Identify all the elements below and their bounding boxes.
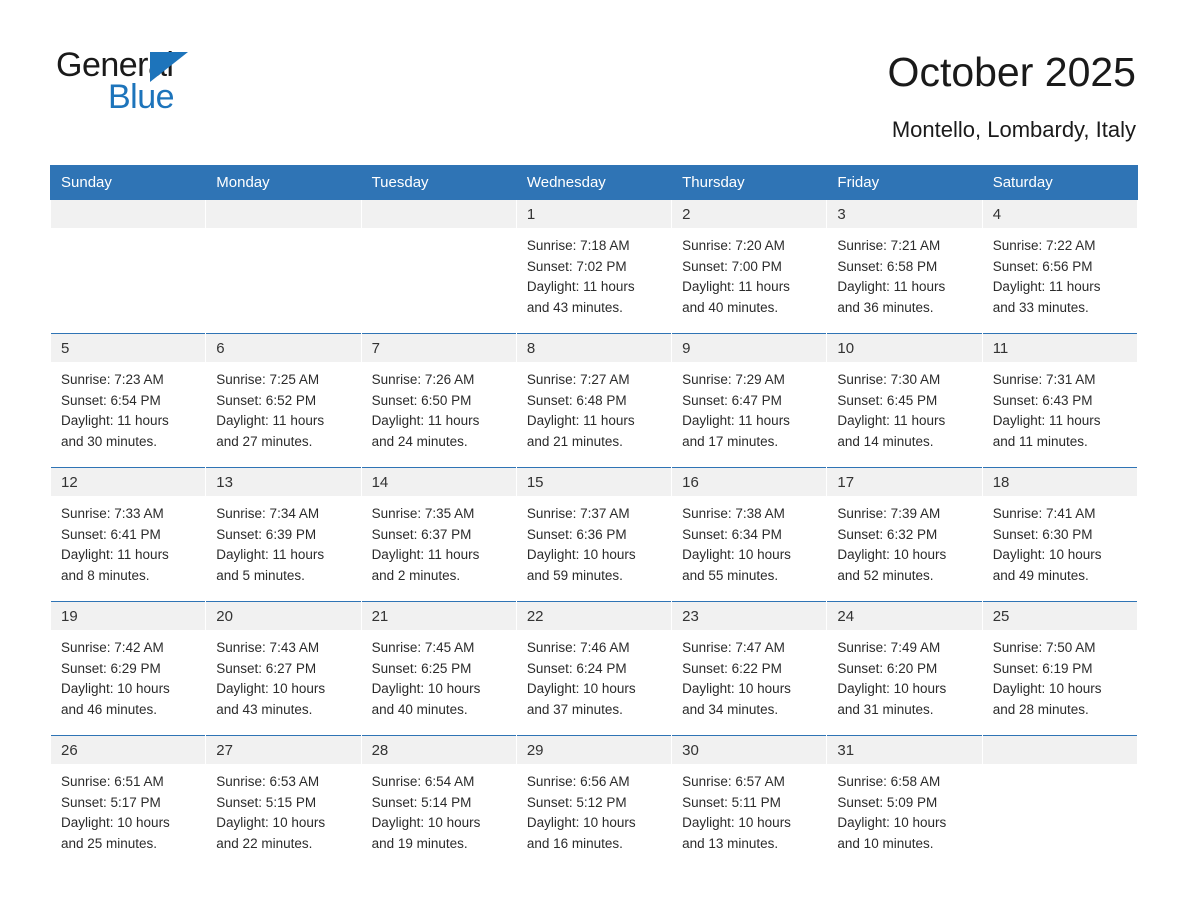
calendar-cell-day[interactable] xyxy=(361,602,516,736)
weekday-header-row xyxy=(51,166,1138,200)
day-details xyxy=(362,362,516,452)
daylight-duration-line1: Daylight: 11 hours xyxy=(61,547,169,563)
sunrise-time: Sunrise: 7:31 AM xyxy=(992,372,1096,388)
weekday-header-wednesday: Wednesday xyxy=(516,166,671,200)
day-details xyxy=(672,362,826,452)
daylight-duration-line2: and 31 minutes. xyxy=(837,701,934,717)
sunset-time: Sunset: 6:27 PM xyxy=(216,660,317,676)
sunrise-time: Sunrise: 7:35 AM xyxy=(371,506,475,522)
sunrise-time: Sunrise: 7:46 AM xyxy=(526,640,630,656)
day-number: 14 xyxy=(362,468,516,496)
calendar-cell-day[interactable] xyxy=(51,334,206,468)
sunset-time: Sunset: 6:22 PM xyxy=(682,660,782,676)
day-details xyxy=(672,764,826,854)
daylight-duration-line1: Daylight: 10 hours xyxy=(526,547,636,563)
sunset-time: Sunset: 6:50 PM xyxy=(371,392,472,408)
day-number: 22 xyxy=(517,602,671,630)
day-details xyxy=(206,764,360,854)
daylight-duration-line1: Daylight: 10 hours xyxy=(371,681,481,697)
day-details xyxy=(517,630,671,720)
daylight-duration-line1: Daylight: 11 hours xyxy=(682,279,790,295)
daylight-duration-line2: and 40 minutes. xyxy=(371,701,468,717)
sunrise-time: Sunrise: 6:56 AM xyxy=(526,774,630,790)
day-number: 19 xyxy=(51,602,205,630)
daylight-duration-line1: Daylight: 11 hours xyxy=(371,413,480,429)
daylight-duration-line1: Daylight: 11 hours xyxy=(992,413,1101,429)
day-number xyxy=(51,200,205,228)
sunrise-time: Sunrise: 7:42 AM xyxy=(61,640,164,656)
day-details xyxy=(206,362,360,452)
daylight-duration-line1: Daylight: 11 hours xyxy=(371,547,480,563)
daylight-duration-line1: Daylight: 10 hours xyxy=(371,815,481,831)
daylight-duration-line2: and 10 minutes. xyxy=(837,835,934,851)
weekday-header-thursday: Thursday xyxy=(672,166,827,200)
day-number: 20 xyxy=(206,602,360,630)
day-details xyxy=(827,228,981,318)
day-number: 23 xyxy=(672,602,826,630)
sunset-time: Sunset: 6:34 PM xyxy=(682,526,782,542)
calendar-cell-day[interactable] xyxy=(51,468,206,602)
day-details xyxy=(827,362,981,452)
sunrise-time: Sunrise: 7:30 AM xyxy=(837,372,941,388)
sunset-time: Sunset: 6:48 PM xyxy=(526,392,627,408)
day-details xyxy=(517,228,671,318)
day-number: 29 xyxy=(517,736,671,764)
day-number: 15 xyxy=(517,468,671,496)
daylight-duration-line1: Daylight: 10 hours xyxy=(682,547,791,563)
sunset-time: Sunset: 6:30 PM xyxy=(992,526,1093,542)
daylight-duration-line1: Daylight: 11 hours xyxy=(216,547,325,563)
sunrise-time: Sunrise: 7:39 AM xyxy=(837,506,941,522)
calendar-cell-empty xyxy=(361,200,516,334)
day-number: 1 xyxy=(517,200,671,228)
sunrise-time: Sunrise: 7:41 AM xyxy=(992,506,1096,522)
sunrise-time: Sunrise: 7:22 AM xyxy=(992,238,1096,254)
daylight-duration-line1: Daylight: 11 hours xyxy=(992,279,1101,295)
day-details xyxy=(51,362,205,452)
daylight-duration-line1: Daylight: 10 hours xyxy=(837,681,947,697)
sunrise-time: Sunrise: 7:50 AM xyxy=(992,640,1096,656)
calendar-cell-day[interactable] xyxy=(361,468,516,602)
daylight-duration-line1: Daylight: 10 hours xyxy=(837,815,947,831)
calendar-cell-day[interactable] xyxy=(982,468,1137,602)
daylight-duration-line2: and 8 minutes. xyxy=(61,567,150,583)
weekday-header-saturday: Saturday xyxy=(982,166,1137,200)
sunrise-time: Sunrise: 7:20 AM xyxy=(682,238,785,254)
calendar-cell-empty xyxy=(51,200,206,334)
sunrise-time: Sunrise: 7:33 AM xyxy=(61,506,164,522)
sunset-time: Sunset: 6:41 PM xyxy=(61,526,161,542)
sunrise-time: Sunrise: 7:23 AM xyxy=(61,372,164,388)
daylight-duration-line2: and 52 minutes. xyxy=(837,567,934,583)
day-details xyxy=(983,496,1137,586)
calendar-cell-day[interactable] xyxy=(516,736,671,870)
sunrise-time: Sunrise: 7:47 AM xyxy=(682,640,785,656)
weekday-header-sunday: Sunday xyxy=(51,166,206,200)
daylight-duration-line1: Daylight: 10 hours xyxy=(61,681,170,697)
daylight-duration-line1: Daylight: 10 hours xyxy=(61,815,170,831)
day-number: 8 xyxy=(517,334,671,362)
sunset-time: Sunset: 6:36 PM xyxy=(526,526,627,542)
sunset-time: Sunset: 6:47 PM xyxy=(682,392,782,408)
sunrise-time: Sunrise: 7:37 AM xyxy=(526,506,630,522)
daylight-duration-line2: and 59 minutes. xyxy=(526,567,623,583)
daylight-duration-line2: and 22 minutes. xyxy=(216,835,313,851)
sunset-time: Sunset: 5:15 PM xyxy=(216,794,317,810)
sunset-time: Sunset: 6:52 PM xyxy=(216,392,317,408)
sunrise-time: Sunrise: 6:57 AM xyxy=(682,774,785,790)
daylight-duration-line2: and 11 minutes. xyxy=(992,433,1088,449)
calendar-cell-day[interactable] xyxy=(206,602,361,736)
calendar-cell-day[interactable] xyxy=(672,736,827,870)
day-details xyxy=(362,496,516,586)
sunrise-time: Sunrise: 6:54 AM xyxy=(371,774,475,790)
day-number: 25 xyxy=(983,602,1137,630)
day-details xyxy=(983,630,1137,720)
day-number: 12 xyxy=(51,468,205,496)
day-number xyxy=(206,200,360,228)
day-number: 21 xyxy=(362,602,516,630)
sunrise-time: Sunrise: 7:26 AM xyxy=(371,372,475,388)
daylight-duration-line1: Daylight: 11 hours xyxy=(837,413,946,429)
day-details xyxy=(206,228,360,236)
sunset-time: Sunset: 5:14 PM xyxy=(371,794,472,810)
daylight-duration-line2: and 27 minutes. xyxy=(216,433,313,449)
sunset-time: Sunset: 7:00 PM xyxy=(682,258,782,274)
daylight-duration-line2: and 49 minutes. xyxy=(992,567,1089,583)
weekday-header-tuesday: Tuesday xyxy=(361,166,516,200)
calendar-week-row xyxy=(51,602,1138,736)
generalblue-logo xyxy=(56,48,236,114)
location-subtitle: Montello, Lombardy, Italy xyxy=(891,117,1136,143)
sunrise-time: Sunrise: 6:58 AM xyxy=(837,774,941,790)
calendar-week-row xyxy=(51,200,1138,334)
daylight-duration-line2: and 37 minutes. xyxy=(526,701,623,717)
daylight-duration-line2: and 19 minutes. xyxy=(371,835,468,851)
sunrise-time: Sunrise: 6:51 AM xyxy=(61,774,164,790)
day-number: 24 xyxy=(827,602,981,630)
calendar-cell-day[interactable] xyxy=(827,334,982,468)
sunset-time: Sunset: 5:17 PM xyxy=(61,794,161,810)
daylight-duration-line1: Daylight: 10 hours xyxy=(992,681,1102,697)
sunset-time: Sunset: 6:58 PM xyxy=(837,258,938,274)
day-details xyxy=(827,630,981,720)
day-details xyxy=(51,630,205,720)
calendar-cell-day[interactable] xyxy=(827,468,982,602)
day-details xyxy=(983,228,1137,318)
logo-text-blue: Blue xyxy=(108,78,175,116)
sunset-time: Sunset: 6:45 PM xyxy=(837,392,938,408)
day-details xyxy=(827,496,981,586)
day-number: 7 xyxy=(362,334,516,362)
calendar-cell-day[interactable] xyxy=(982,334,1137,468)
daylight-duration-line2: and 24 minutes. xyxy=(371,433,468,449)
daylight-duration-line1: Daylight: 10 hours xyxy=(526,681,636,697)
calendar-body xyxy=(51,200,1138,870)
calendar-cell-day[interactable] xyxy=(982,602,1137,736)
day-details xyxy=(672,228,826,318)
daylight-duration-line1: Daylight: 10 hours xyxy=(682,681,791,697)
sunrise-time: Sunrise: 7:29 AM xyxy=(682,372,785,388)
day-number: 31 xyxy=(827,736,981,764)
day-number: 13 xyxy=(206,468,360,496)
sunset-time: Sunset: 6:56 PM xyxy=(992,258,1093,274)
sunrise-time: Sunrise: 6:53 AM xyxy=(216,774,320,790)
logo-text-general: General xyxy=(56,46,174,84)
day-number: 6 xyxy=(206,334,360,362)
calendar-cell-day[interactable] xyxy=(672,602,827,736)
calendar-cell-day[interactable] xyxy=(827,602,982,736)
calendar-cell-empty xyxy=(206,200,361,334)
day-details xyxy=(672,496,826,586)
calendar-cell-day[interactable] xyxy=(51,736,206,870)
calendar-cell-day[interactable] xyxy=(206,334,361,468)
calendar-cell-day[interactable] xyxy=(672,200,827,334)
day-details xyxy=(362,228,516,236)
calendar-cell-empty xyxy=(982,736,1137,870)
daylight-duration-line1: Daylight: 11 hours xyxy=(61,413,169,429)
calendar-cell-day[interactable] xyxy=(206,468,361,602)
daylight-duration-line2: and 43 minutes. xyxy=(216,701,313,717)
daylight-duration-line2: and 25 minutes. xyxy=(61,835,158,851)
daylight-duration-line2: and 40 minutes. xyxy=(682,299,779,315)
day-number: 28 xyxy=(362,736,516,764)
sunrise-time: Sunrise: 7:21 AM xyxy=(837,238,941,254)
daylight-duration-line2: and 14 minutes. xyxy=(837,433,934,449)
day-number: 27 xyxy=(206,736,360,764)
day-details xyxy=(362,630,516,720)
daylight-duration-line2: and 55 minutes. xyxy=(682,567,779,583)
page-header xyxy=(0,0,1188,143)
day-number: 4 xyxy=(983,200,1137,228)
weekday-header-friday: Friday xyxy=(827,166,982,200)
sunrise-time: Sunrise: 7:18 AM xyxy=(526,238,630,254)
daylight-duration-line1: Daylight: 10 hours xyxy=(216,681,326,697)
sunset-time: Sunset: 6:39 PM xyxy=(216,526,317,542)
day-number: 11 xyxy=(983,334,1137,362)
day-details xyxy=(517,496,671,586)
day-number: 9 xyxy=(672,334,826,362)
day-number xyxy=(983,736,1137,764)
daylight-duration-line2: and 28 minutes. xyxy=(992,701,1089,717)
daylight-duration-line1: Daylight: 10 hours xyxy=(526,815,636,831)
day-details xyxy=(983,764,1137,772)
day-number: 5 xyxy=(51,334,205,362)
daylight-duration-line2: and 46 minutes. xyxy=(61,701,158,717)
calendar-cell-day[interactable] xyxy=(361,736,516,870)
sunset-time: Sunset: 5:11 PM xyxy=(682,794,781,810)
calendar-cell-day[interactable] xyxy=(516,200,671,334)
calendar-week-row xyxy=(51,736,1138,870)
calendar-cell-day[interactable] xyxy=(206,736,361,870)
daylight-duration-line1: Daylight: 10 hours xyxy=(682,815,791,831)
title-block xyxy=(888,48,1136,143)
calendar-cell-day[interactable] xyxy=(672,468,827,602)
calendar-cell-day[interactable] xyxy=(361,334,516,468)
calendar-cell-day[interactable] xyxy=(827,736,982,870)
sunset-time: Sunset: 7:02 PM xyxy=(526,258,627,274)
logo-triangle-icon xyxy=(150,52,188,82)
daylight-duration-line2: and 17 minutes. xyxy=(682,433,779,449)
page-title: October 2025 xyxy=(887,49,1136,95)
daylight-duration-line2: and 21 minutes. xyxy=(526,433,623,449)
day-details xyxy=(206,630,360,720)
sunset-time: Sunset: 6:54 PM xyxy=(61,392,161,408)
daylight-duration-line1: Daylight: 11 hours xyxy=(526,413,635,429)
sunset-time: Sunset: 6:24 PM xyxy=(526,660,627,676)
daylight-duration-line1: Daylight: 10 hours xyxy=(216,815,326,831)
sunset-time: Sunset: 6:43 PM xyxy=(992,392,1093,408)
calendar-cell-day[interactable] xyxy=(672,334,827,468)
day-number: 18 xyxy=(983,468,1137,496)
day-number: 17 xyxy=(827,468,981,496)
day-details xyxy=(983,362,1137,452)
sunset-time: Sunset: 6:20 PM xyxy=(837,660,938,676)
sunset-time: Sunset: 6:32 PM xyxy=(837,526,938,542)
day-number: 10 xyxy=(827,334,981,362)
sunrise-time: Sunrise: 7:38 AM xyxy=(682,506,785,522)
daylight-duration-line2: and 33 minutes. xyxy=(992,299,1089,315)
sunrise-time: Sunrise: 7:27 AM xyxy=(526,372,630,388)
calendar-cell-day[interactable] xyxy=(51,602,206,736)
calendar-cell-day[interactable] xyxy=(516,468,671,602)
day-number: 16 xyxy=(672,468,826,496)
sunrise-sunset-calendar xyxy=(50,165,1138,870)
sunset-time: Sunset: 6:19 PM xyxy=(992,660,1093,676)
daylight-duration-line1: Daylight: 10 hours xyxy=(992,547,1102,563)
daylight-duration-line2: and 2 minutes. xyxy=(371,567,461,583)
day-details xyxy=(517,764,671,854)
sunrise-time: Sunrise: 7:25 AM xyxy=(216,372,320,388)
daylight-duration-line2: and 36 minutes. xyxy=(837,299,934,315)
sunrise-time: Sunrise: 7:45 AM xyxy=(371,640,475,656)
day-details xyxy=(51,764,205,854)
day-details xyxy=(672,630,826,720)
sunset-time: Sunset: 6:37 PM xyxy=(371,526,472,542)
daylight-duration-line2: and 34 minutes. xyxy=(682,701,779,717)
calendar-cell-day[interactable] xyxy=(516,602,671,736)
calendar-week-row xyxy=(51,468,1138,602)
daylight-duration-line1: Daylight: 11 hours xyxy=(216,413,325,429)
sunrise-time: Sunrise: 7:49 AM xyxy=(837,640,941,656)
day-details xyxy=(827,764,981,854)
day-number: 3 xyxy=(827,200,981,228)
day-number xyxy=(362,200,516,228)
daylight-duration-line2: and 13 minutes. xyxy=(682,835,779,851)
day-details xyxy=(362,764,516,854)
sunset-time: Sunset: 5:12 PM xyxy=(526,794,627,810)
day-number: 26 xyxy=(51,736,205,764)
calendar-cell-day[interactable] xyxy=(516,334,671,468)
calendar-cell-day[interactable] xyxy=(982,200,1137,334)
sunset-time: Sunset: 5:09 PM xyxy=(837,794,938,810)
day-number: 30 xyxy=(672,736,826,764)
sunrise-time: Sunrise: 7:43 AM xyxy=(216,640,320,656)
day-details xyxy=(206,496,360,586)
day-number: 2 xyxy=(672,200,826,228)
sunset-time: Sunset: 6:25 PM xyxy=(371,660,472,676)
daylight-duration-line2: and 5 minutes. xyxy=(216,567,305,583)
daylight-duration-line1: Daylight: 11 hours xyxy=(526,279,635,295)
weekday-header-monday: Monday xyxy=(206,166,361,200)
calendar-cell-day[interactable] xyxy=(827,200,982,334)
sunset-time: Sunset: 6:29 PM xyxy=(61,660,161,676)
daylight-duration-line1: Daylight: 11 hours xyxy=(837,279,946,295)
sunrise-time: Sunrise: 7:34 AM xyxy=(216,506,320,522)
daylight-duration-line2: and 30 minutes. xyxy=(61,433,158,449)
calendar-week-row xyxy=(51,334,1138,468)
day-details xyxy=(517,362,671,452)
daylight-duration-line2: and 16 minutes. xyxy=(526,835,623,851)
daylight-duration-line1: Daylight: 10 hours xyxy=(837,547,947,563)
daylight-duration-line2: and 43 minutes. xyxy=(526,299,623,315)
day-details xyxy=(51,228,205,236)
daylight-duration-line1: Daylight: 11 hours xyxy=(682,413,790,429)
day-details xyxy=(51,496,205,586)
